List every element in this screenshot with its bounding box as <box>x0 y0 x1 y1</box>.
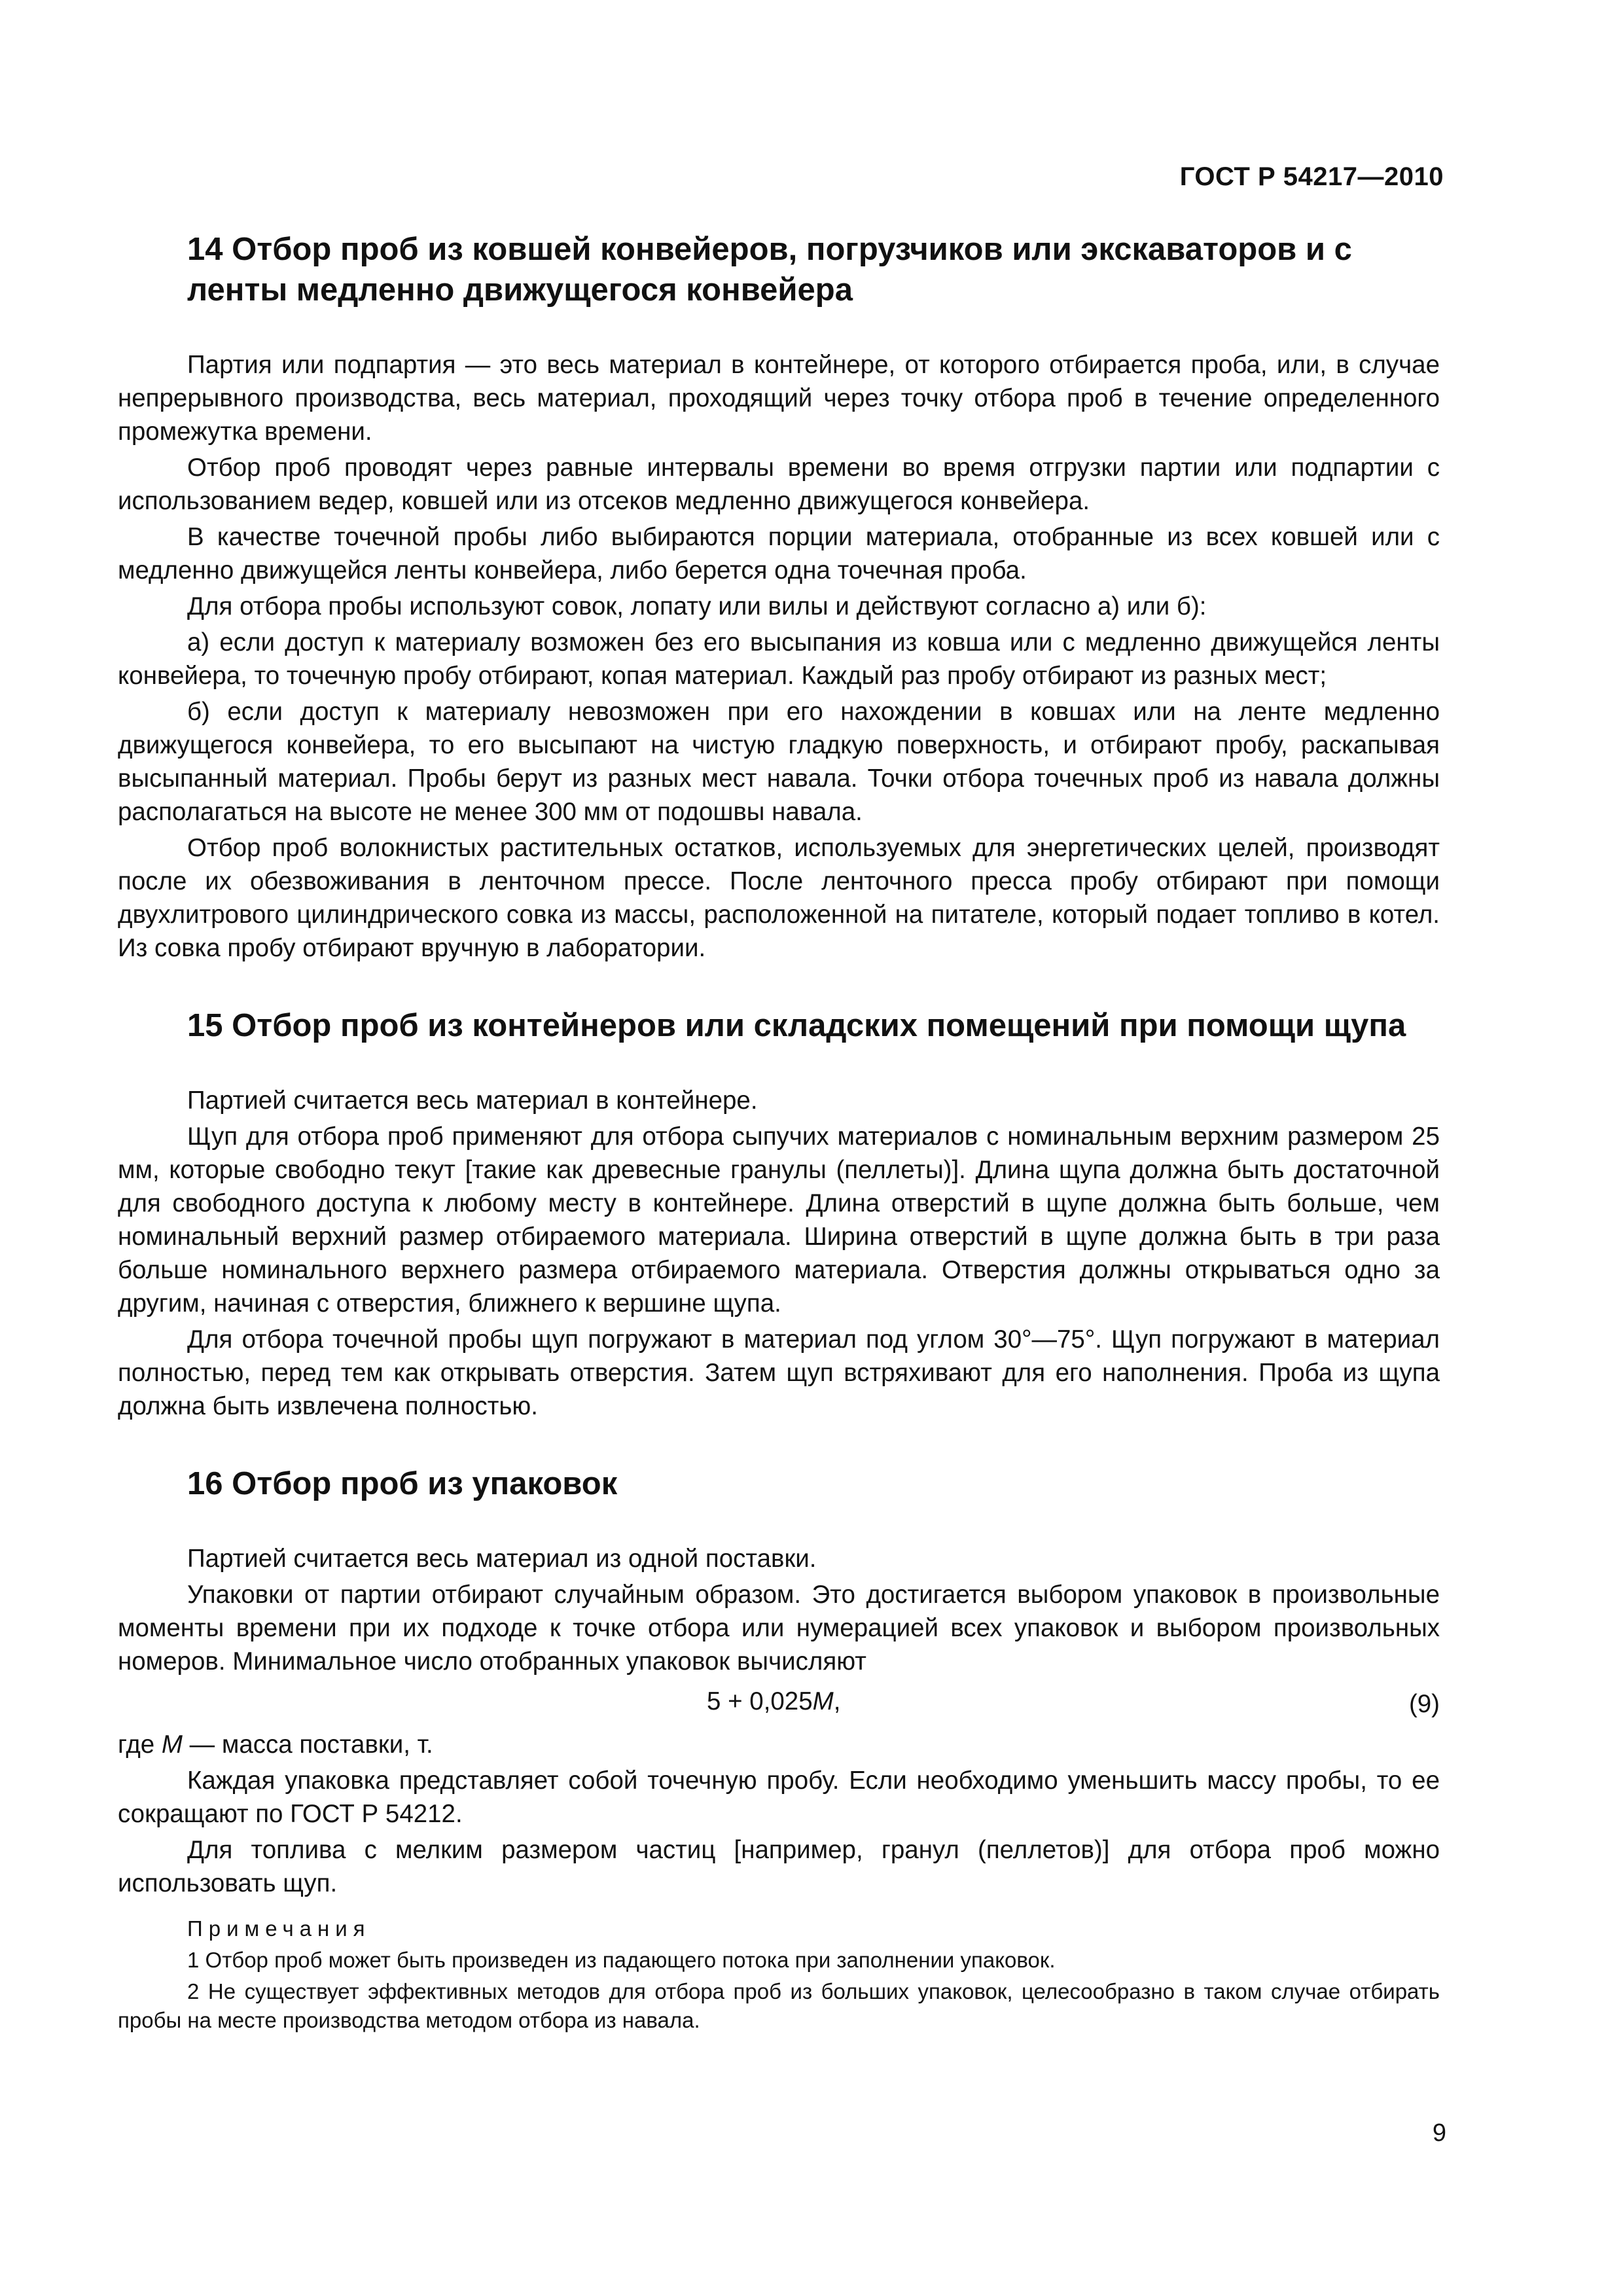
paragraph: Партией считается весь материал из одной поставки. <box>187 1545 817 1573</box>
section-15 <box>118 1005 1440 1423</box>
note-item: 2 Не существует эффективных методов для отбора проб из больших упаковок, целесообразно в таком случае отбирать пробы на месте производства методом отбора из навала. <box>118 1979 1440 2032</box>
paragraph: Упаковки от партии отбирают случайным образом. Это достигается выбором упаковок в произвольные моменты времени при их подходе к точке отбора или нумерацией всех упаковок и выбором произвольных номеров. Минимальное число отобранных упаковок вычисляют <box>118 1581 1440 1676</box>
where-variable: M <box>161 1731 183 1759</box>
where-suffix: — масса поставки, т. <box>182 1731 433 1759</box>
formula <box>707 1685 840 1718</box>
paragraph: В качестве точечной пробы либо выбираются порции материала, отобранные из всех ковшей или с медленно движущейся ленты конвейера, либо берется одна точечная проба. <box>118 523 1440 584</box>
formula-variable: M <box>812 1687 834 1715</box>
document-identifier: ГОСТ Р 54217—2010 <box>1179 162 1444 191</box>
section-14 <box>118 229 1440 965</box>
formula-prefix: 5 + 0,025 <box>707 1687 813 1715</box>
formula-explanation <box>118 1728 1440 1761</box>
page-number: 9 <box>1432 2119 1446 2147</box>
paragraph: Партия или подпартия — это весь материал в контейнере, от которого отбирается проба, или, в случае непрерывного производства, весь материал, проходящий через точку отбора проб в течение определенного промежутка времени. <box>118 351 1440 446</box>
note-item: 1 Отбор проб может быть произведен из падающего потока при заполнении упаковок. <box>187 1948 1056 1972</box>
paragraph: Отбор проб волокнистых растительных остатков, используемых для энергетических целей, производят после их обезвоживания в ленточном прессе. После ленточного пресса пробу отбирают при помощи двухлитрового цилиндрического совка из массы, расположенной на питателе, который подает топливо в котел. Из совка пробу отбирают вручную в лаборатории. <box>118 834 1440 962</box>
paragraph: Для топлива с мелким размером частиц [например, гранул (пеллетов)] для отбора проб можно использовать щуп. <box>118 1836 1440 1897</box>
list-item-b: б) если доступ к материалу невозможен при его нахождении в ковшах или на ленте медленно движущегося конвейера, то его высыпают на чистую гладкую поверхность, и отбирают пробу, раскапывая высыпанный материал. Пробы берут из разных мест навала. Точки отбора точечных проб из навала должны располагаться на высоте не менее 300 мм от подошвы навала. <box>118 698 1440 826</box>
paragraph: Каждая упаковка представляет собой точечную пробу. Если необходимо уменьшить массу пробы, то ее сокращают по ГОСТ Р 54212. <box>118 1767 1440 1828</box>
section-15-heading: 15 Отбор проб из контейнеров или складских помещений при помощи щупа <box>187 1008 1406 1043</box>
section-14-heading: 14 Отбор проб из ковшей конвейеров, погрузчиков или экскаваторов и с ленты медленно движущегося конвейера <box>187 232 1352 308</box>
paragraph: Отбор проб проводят через равные интервалы времени во время отгрузки партии или подпартии с использованием ведер, ковшей или из отсеков медленно движущегося конвейера. <box>118 454 1440 515</box>
paragraph: Щуп для отбора проб применяют для отбора сыпучих материалов с номинальным верхним размером 25 мм, которые свободно текут [такие как древесные гранулы (пеллеты)]. Длина щупа должна быть достаточной для свободного доступа к любому месту в контейнере. Длина отверстий в щупе должна быть больше, чем номинальный верхний размер отбираемого материала. Ширина отверстий в щупе должна быть в три раза больше номинального верхнего размера отбираемого материала. Отверстия должны открываться одно за другим, начиная с отверстия, ближнего к вершине щупа. <box>118 1122 1440 1318</box>
section-16-heading: 16 Отбор проб из упаковок <box>187 1466 618 1501</box>
list-item-a: а) если доступ к материалу возможен без его высыпания из ковша или с медленно движущейся ленты конвейера, то точечную пробу отбирают, копая материал. Каждый раз пробу отбирают из разных мест; <box>118 628 1440 690</box>
formula-row <box>118 1685 1440 1724</box>
formula-suffix: , <box>833 1687 841 1715</box>
paragraph: Для отбора точечной пробы щуп погружают в материал под углом 30°—75°. Щуп погружают в материал полностью, перед тем как открывать отверстия. Затем щуп встряхивают для его наполнения. Проба из щупа должна быть извлечена полностью. <box>118 1325 1440 1420</box>
notes-block <box>118 1914 1440 2035</box>
formula-number: (9) <box>1408 1690 1440 1718</box>
paragraph: Для отбора пробы используют совок, лопату или вилы и действуют согласно а) или б): <box>187 592 1207 620</box>
section-16 <box>118 1463 1440 2035</box>
where-prefix: где <box>118 1731 162 1759</box>
paragraph: Партией считается весь материал в контейнере. <box>187 1086 758 1115</box>
page-content <box>118 229 1440 2075</box>
notes-title: Примечания <box>187 1916 371 1941</box>
